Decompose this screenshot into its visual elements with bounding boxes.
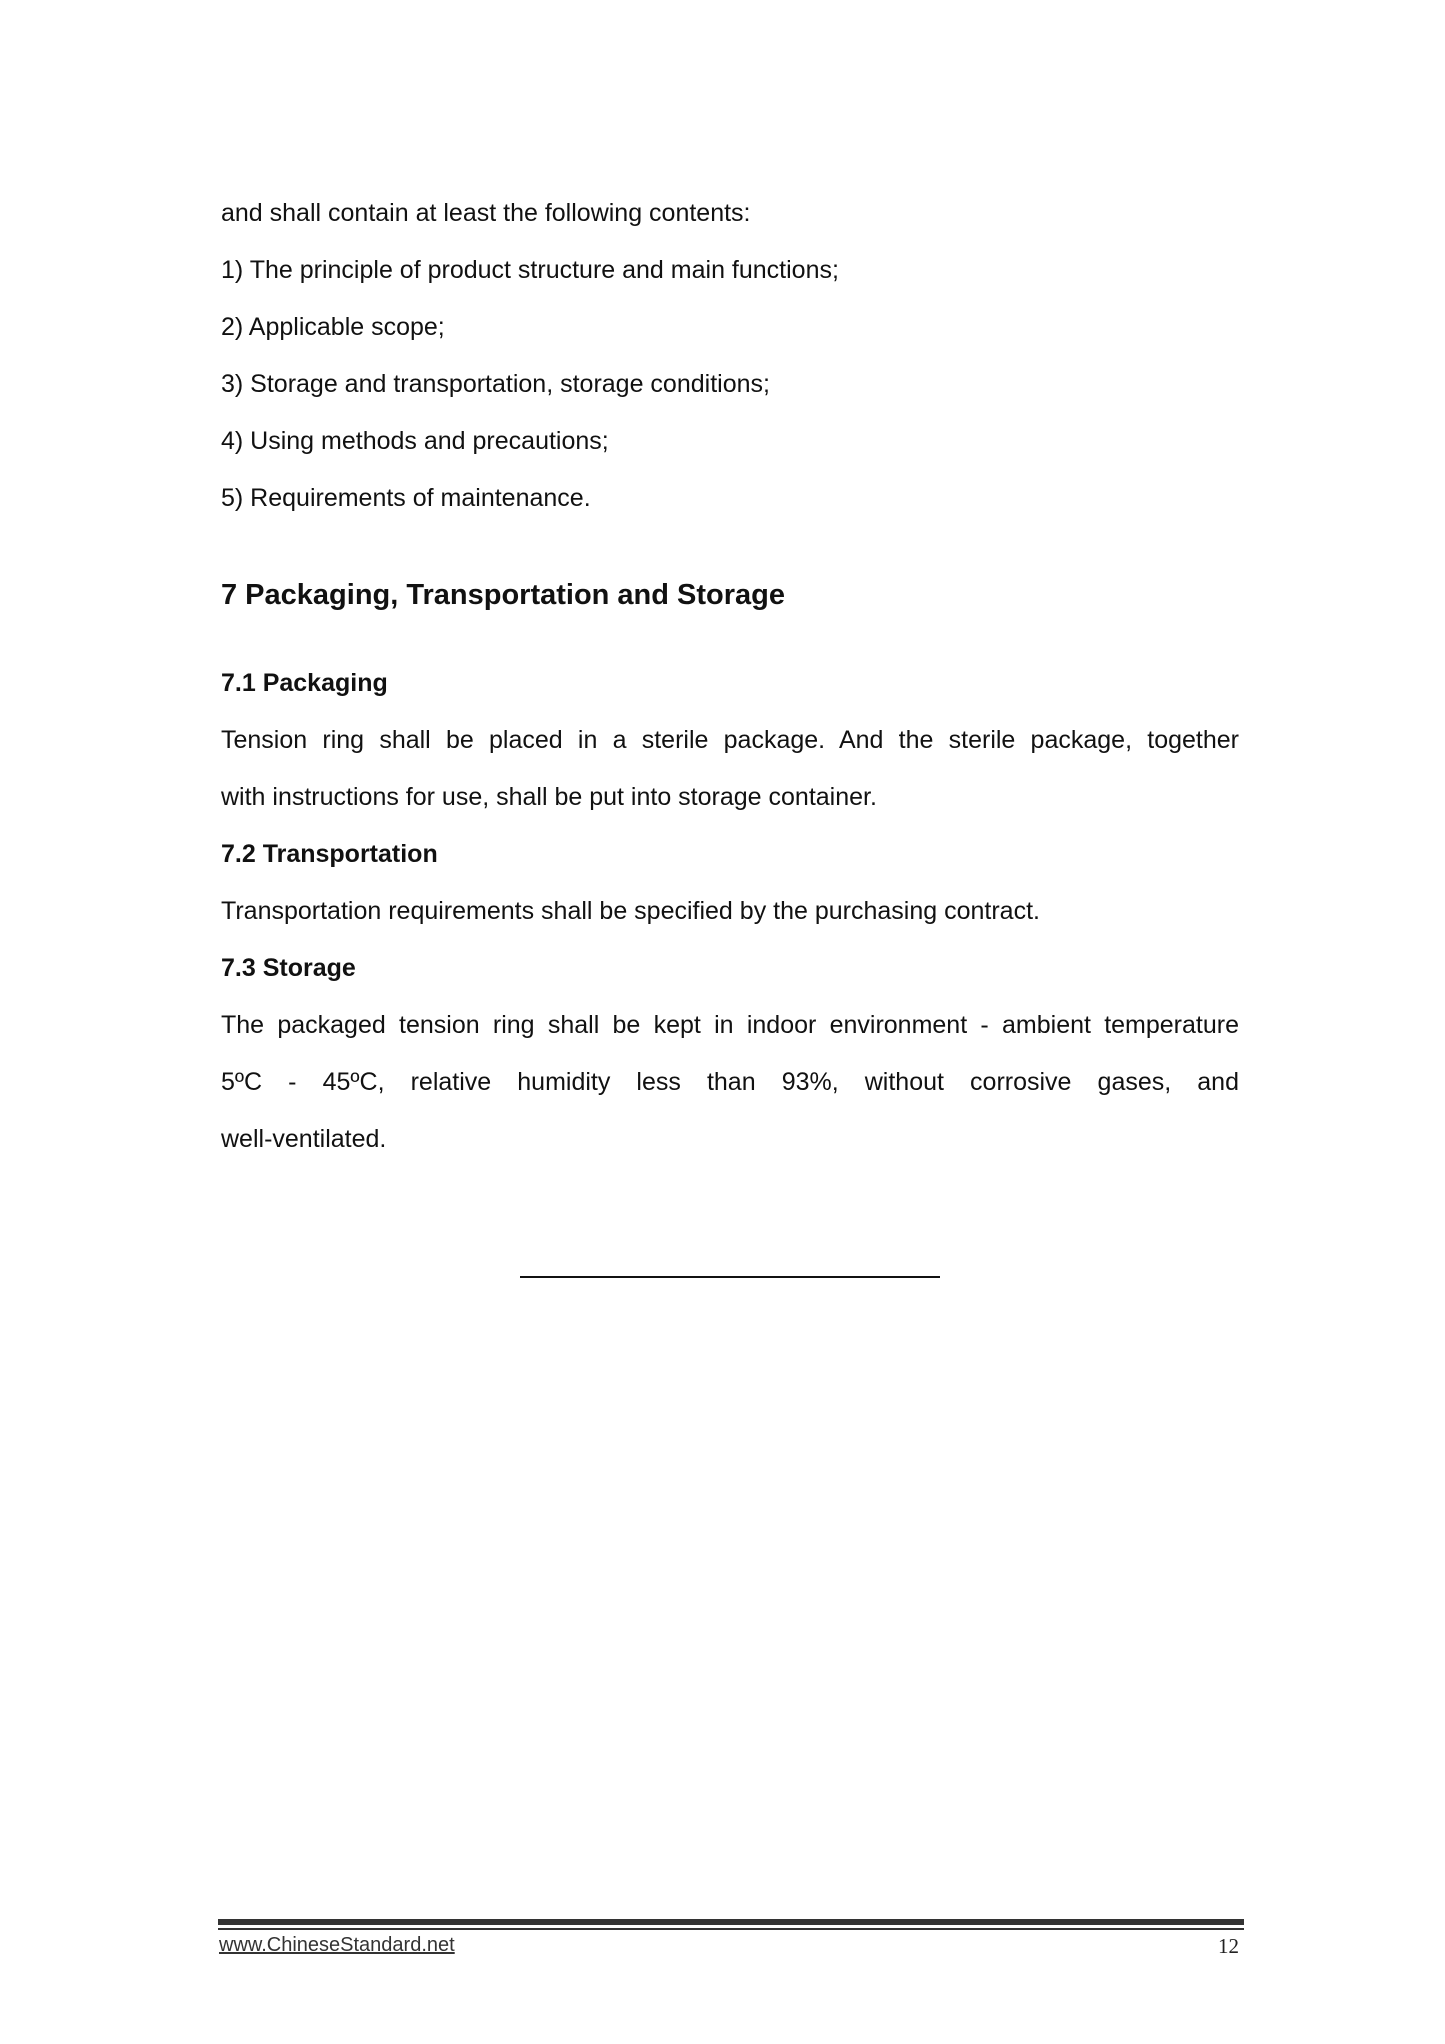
list-item-4: 4) Using methods and precautions; <box>221 427 609 455</box>
storage-line-2: 5ºC - 45ºC, relative humidity less than 93%, without corrosive gases, and <box>221 1068 1239 1096</box>
list-item-2: 2) Applicable scope; <box>221 313 445 341</box>
packaging-line-1: Tension ring shall be placed in a sterile package. And the sterile package, together <box>221 726 1239 754</box>
intro-line: and shall contain at least the following contents: <box>221 199 751 227</box>
subsection-heading-storage: 7.3 Storage <box>221 954 356 982</box>
footer-website-link[interactable]: www.ChineseStandard.net <box>219 1934 455 1956</box>
page-content <box>221 185 1239 1168</box>
storage-line-1: The packaged tension ring shall be kept in indoor environment - ambient temperature <box>221 1011 1239 1039</box>
list-item-5: 5) Requirements of maintenance. <box>221 484 591 512</box>
footer-rule-thin <box>218 1928 1244 1930</box>
footer-rule-thick <box>218 1919 1244 1925</box>
subsection-heading-transportation: 7.2 Transportation <box>221 840 438 868</box>
list-item-3: 3) Storage and transportation, storage conditions; <box>221 370 770 398</box>
storage-line-3: well-ventilated. <box>221 1125 387 1153</box>
end-of-document-rule <box>520 1276 940 1278</box>
subsection-heading-packaging: 7.1 Packaging <box>221 669 388 697</box>
transportation-text: Transportation requirements shall be specified by the purchasing contract. <box>221 897 1040 925</box>
list-item-1: 1) The principle of product structure and main functions; <box>221 256 839 284</box>
section-title: 7 Packaging, Transportation and Storage <box>221 579 786 611</box>
packaging-line-2: with instructions for use, shall be put into storage container. <box>221 783 877 811</box>
page-number: 12 <box>1218 1934 1239 1958</box>
